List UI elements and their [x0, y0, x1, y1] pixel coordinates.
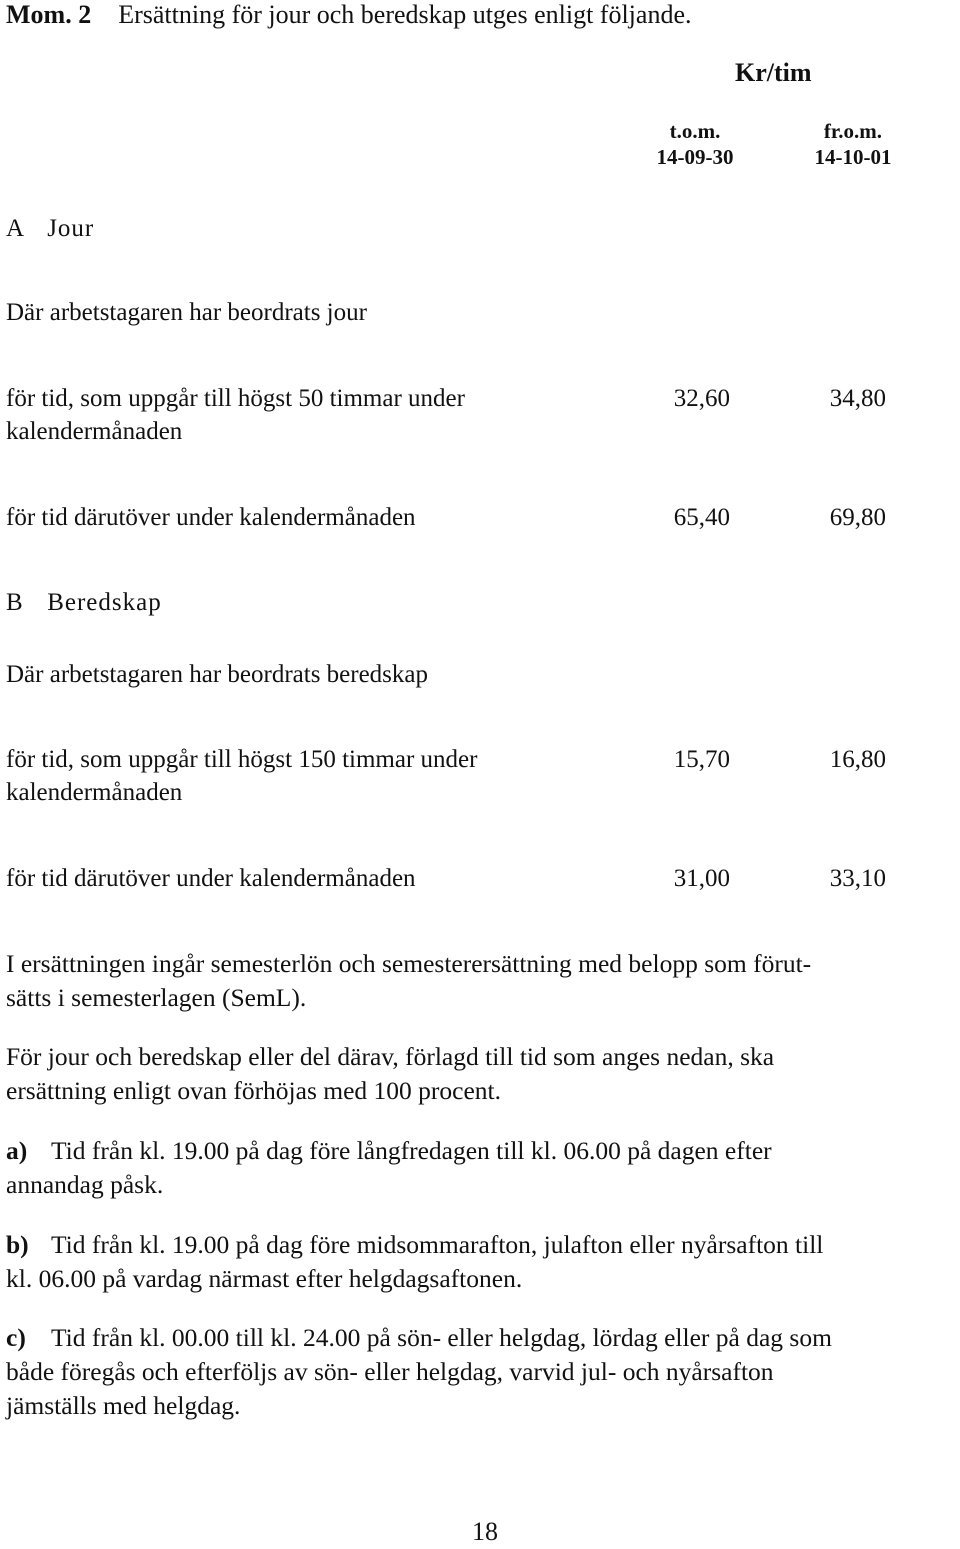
value-cell: 69,80: [829, 504, 886, 531]
section-b-title: Beredskap: [47, 589, 162, 616]
list-item-text: Tid från kl. 19.00 på dag före långfredagen till kl. 06.00 på dagen efter: [51, 1136, 772, 1165]
list-item-text: Tid från kl. 00.00 till kl. 24.00 på sön- eller helgdag, lördag eller på dag som: [51, 1323, 832, 1352]
value-cell: 34,80: [829, 385, 886, 412]
section-b-intro: Där arbetstagaren har beordrats beredskap: [6, 661, 429, 688]
paragraph-vacation: [6, 947, 951, 1015]
section-heading: [6, 0, 692, 32]
section-a-heading: [6, 212, 94, 245]
list-item: [6, 1134, 951, 1202]
list-item: [6, 1228, 951, 1296]
row-label-line2: kalendermånaden: [6, 418, 183, 445]
row-label-line1: för tid, som uppgår till högst 50 timmar under: [6, 385, 465, 412]
column-header-1: [620, 118, 770, 170]
unit-label: Kr/tim: [735, 58, 812, 87]
list-item-label: b): [6, 1230, 29, 1259]
list-item-text: Tid från kl. 19.00 på dag före midsommarafton, julafton eller nyårsafton till: [51, 1230, 824, 1259]
section-a-title: Jour: [47, 215, 95, 242]
value-cell: 33,10: [829, 865, 886, 892]
value-cell: 65,40: [673, 504, 730, 531]
paragraph-increase: [6, 1040, 951, 1108]
list-item-label: a): [6, 1136, 28, 1165]
table-row-label: [6, 382, 465, 448]
section-a-letter: A: [6, 215, 23, 242]
paragraph-line: I ersättningen ingår semesterlön och semesterersättning med belopp som förut-: [6, 949, 812, 978]
column-header-2: [778, 118, 928, 170]
paragraph-line: ersättning enligt ovan förhöjas med 100 procent.: [6, 1076, 501, 1105]
page-number: 18: [472, 1517, 498, 1546]
table-row-label: för tid därutöver under kalendermånaden: [6, 504, 416, 531]
paragraph-line: För jour och beredskap eller del därav, förlagd till tid som anges nedan, ska: [6, 1042, 775, 1071]
column-2-date: 14-10-01: [814, 145, 892, 169]
table-row-label: [6, 743, 477, 809]
list-item-text: kl. 06.00 på vardag närmast efter helgdagsaftonen.: [6, 1264, 523, 1293]
row-label-line1: för tid, som uppgår till högst 150 timmar under: [6, 746, 478, 773]
column-1-prefix: t.o.m.: [669, 119, 721, 143]
list-item-text: jämställs med helgdag.: [6, 1391, 241, 1420]
section-b-heading: [6, 586, 162, 619]
list-item: [6, 1321, 951, 1423]
row-label-line2: kalendermånaden: [6, 779, 183, 806]
section-title: Ersättning för jour och beredskap utges enligt följande.: [118, 0, 692, 29]
list-item-text: annandag påsk.: [6, 1170, 164, 1199]
value-cell: 32,60: [673, 385, 730, 412]
column-1-date: 14-09-30: [656, 145, 734, 169]
list-item-label: c): [6, 1323, 26, 1352]
paragraph-line: sätts i semesterlagen (SemL).: [6, 983, 307, 1012]
value-cell: 15,70: [673, 746, 730, 773]
section-b-letter: B: [6, 589, 23, 616]
list-item-text: både föregås och efterföljs av sön- eller helgdag, varvid jul- och nyårsafton: [6, 1357, 774, 1386]
value-cell: 16,80: [829, 746, 886, 773]
section-number: Mom. 2: [6, 0, 92, 29]
column-2-prefix: fr.o.m.: [823, 119, 883, 143]
table-row-label: för tid därutöver under kalendermånaden: [6, 865, 416, 892]
value-cell: 31,00: [673, 865, 730, 892]
section-a-intro: Där arbetstagaren har beordrats jour: [6, 299, 367, 326]
